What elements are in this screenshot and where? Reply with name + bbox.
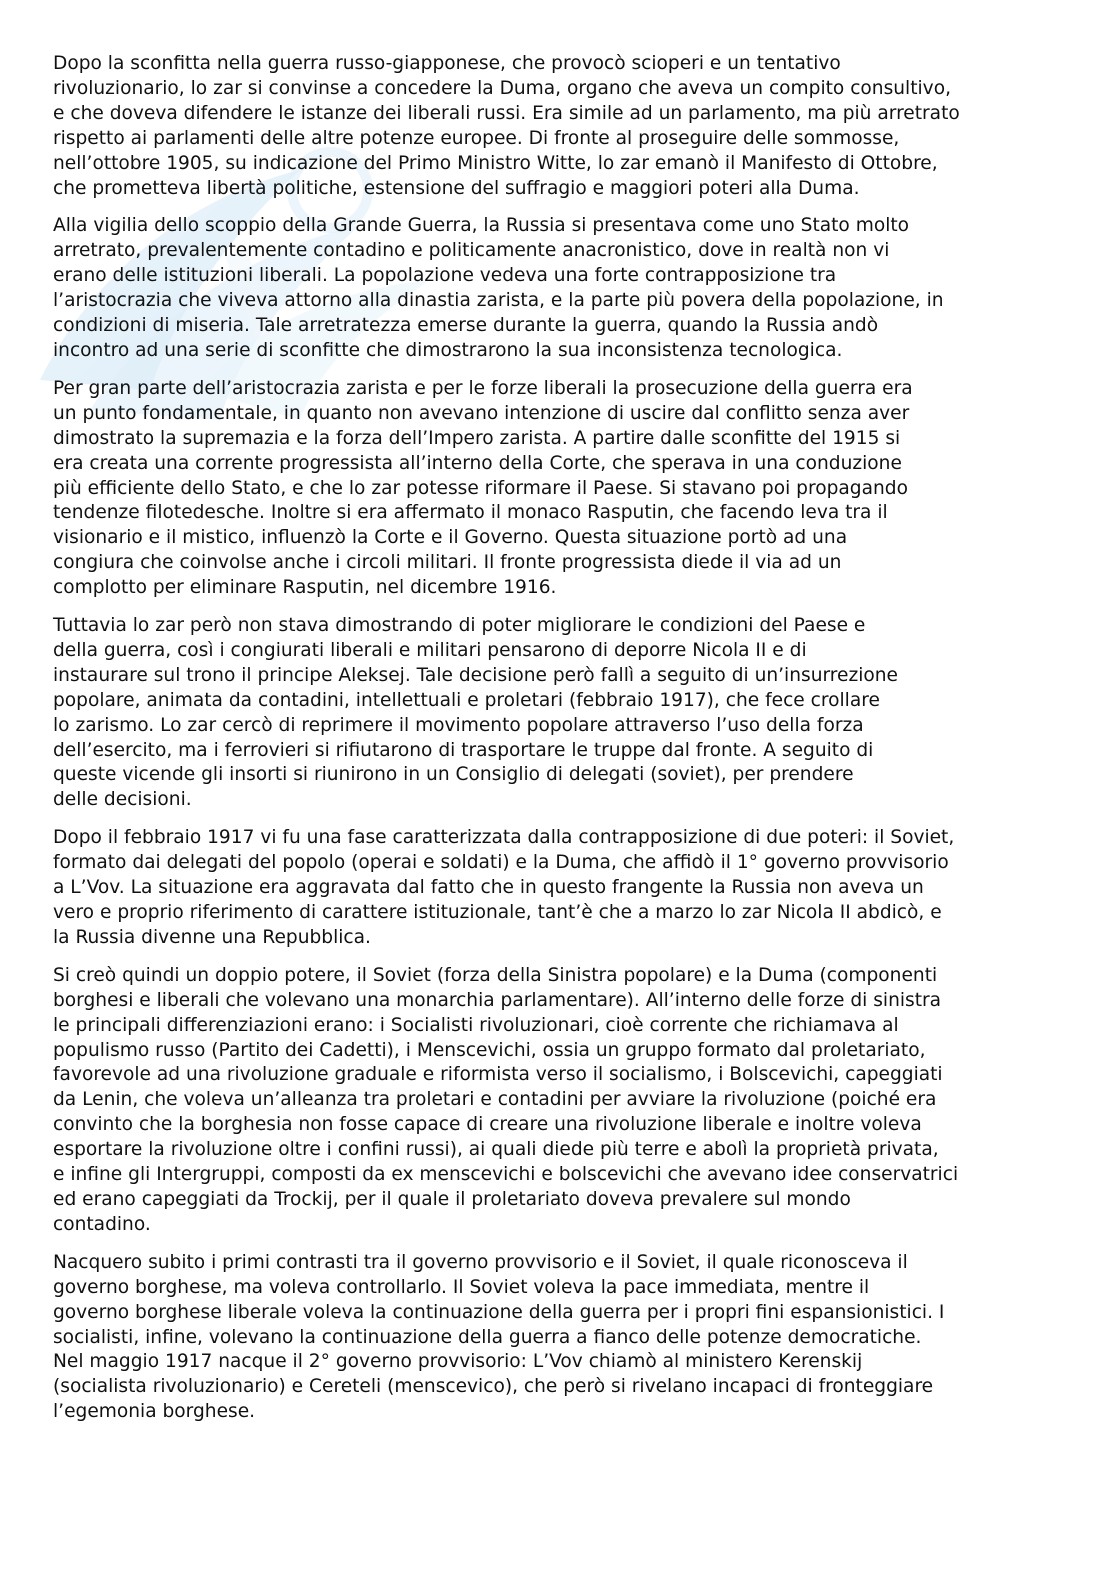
text-line: Dopo il febbraio 1917 vi fu una fase caratterizzata dalla contrapposizione di due poteri: il Soviet, [53,827,955,849]
text-line: Si creò quindi un doppio potere, il Soviet (forza della Sinistra popolare) e la Duma (componenti [53,964,938,986]
text-line: vero e proprio riferimento di carattere istituzionale, tant’è che a marzo lo zar Nicola II abdicò, e [53,902,942,923]
paragraph-7 [53,1251,1068,1425]
paragraph-1 [53,52,1068,201]
text-line: le principali differenziazioni erano: i Socialisti rivoluzionari, cioè corrente che richiamava al [53,1014,899,1036]
text-line: lo zarismo. Lo zar cercò di reprimere il movimento popolare attraverso l’uso della forza [53,714,864,736]
text-line: e che doveva difendere le istanze dei liberali russi. Era simile ad un parlamento, ma più arretrato [53,102,960,124]
text-line: condizioni di miseria. Tale arretratezza emerse durante la guerra, quando la Russia andò [53,315,879,337]
text-line: congiura che coinvolse anche i circoli militari. Il fronte progressista diede il via ad un [53,552,842,574]
text-line: ed erano capeggiati da Trockij, per il quale il proletariato doveva prevalere sul mondo [53,1188,851,1210]
text-line: formato dai delegati del popolo (operai e soldati) e la Duma, che affidò il 1° governo provvisorio [53,852,949,874]
text-line: che prometteva libertà politiche, estensione del suffragio e maggiori poteri alla Duma. [53,177,860,199]
paragraph-4 [53,614,1068,813]
text-line: era creata una corrente progressista all’interno della Corte, che sperava in una conduzione [53,452,902,474]
text-line: e infine gli Intergruppi, composti da ex menscevichi e bolscevichi che avevano idee conservatrici [53,1164,959,1186]
text-line: popolare, animata da contadini, intellettuali e proletari (febbraio 1917), che fece crollare [53,689,880,711]
text-line: governo borghese liberale voleva la continuazione della guerra per i propri fini espansionistici. I [53,1301,945,1323]
text-line: delle decisioni. [53,789,192,811]
text-line: queste vicende gli insorti si riunirono in un Consiglio di delegati (soviet), per prendere [53,764,854,786]
text-line: incontro ad una serie di sconfitte che dimostrarono la sua inconsistenza tecnologica. [53,339,843,361]
text-line: governo borghese, ma voleva controllarlo. Il Soviet voleva la pace immediata, mentre il [53,1276,870,1298]
text-line: complotto per eliminare Rasputin, nel dicembre 1916. [53,577,557,599]
text-line: visionario e il mistico, influenzò la Corte e il Governo. Questa situazione portò ad una [53,527,848,549]
text-line: esportare la rivoluzione oltre i confini russi), ai quali diede più terre e abolì la proprietà privata, [53,1139,939,1161]
text-line: dell’esercito, ma i ferrovieri si rifiutarono di trasportare le truppe dal fronte. A seguito di [53,739,874,761]
paragraph-2 [53,214,1068,363]
text-line: a L’Vov. La situazione era aggravata dal fatto che in questo frangente la Russia non aveva un [53,877,924,899]
text-line: contadino. [53,1213,151,1235]
text-line: l’aristocrazia che viveva attorno alla dinastia zarista, e la parte più povera della popolazione, in [53,290,944,312]
text-line: populismo russo (Partito dei Cadetti), i Menscevichi, ossia un gruppo formato dal proletariato, [53,1039,926,1061]
text-line: l’egemonia borghese. [53,1401,256,1423]
text-line: rivoluzionario, lo zar si convinse a concedere la Duma, organo che aveva un compito consultivo, [53,77,951,99]
text-line: erano delle istituzioni liberali. La popolazione vedeva una forte contrapposizione tra [53,265,837,287]
text-line: più efficiente dello Stato, e che lo zar potesse riformare il Paese. Si stavano poi propagando [53,477,908,499]
text-line: della guerra, così i congiurati liberali e militari pensarono di deporre Nicola II e di [53,639,807,661]
text-line: favorevole ad una rivoluzione graduale e riformista verso il socialismo, i Bolscevichi, capeggiati [53,1064,943,1086]
text-line: da Lenin, che voleva un’alleanza tra proletari e contadini per avviare la rivoluzione (poiché era [53,1089,937,1111]
text-line: borghesi e liberali che volevano una monarchia parlamentare). All’interno delle forze di sinistra [53,989,942,1011]
text-line: Alla vigilia dello scoppio della Grande Guerra, la Russia si presentava come uno Stato molto [53,215,910,237]
text-line: un punto fondamentale, in quanto non avevano intenzione di uscire dal conflitto senza aver [53,402,910,424]
text-line: Nacquero subito i primi contrasti tra il governo provvisorio e il Soviet, il quale riconosceva il [53,1251,908,1273]
text-line: rispetto ai parlamenti delle altre potenze europee. Di fronte al proseguire delle sommosse, [53,127,900,149]
text-line: convinto che la borghesia non fosse capace di creare una rivoluzione liberale e inoltre voleva [53,1114,922,1136]
document-body [53,52,1068,1438]
text-line: Nel maggio 1917 nacque il 2° governo provvisorio: L’Vov chiamò al ministero Kerenskij [53,1351,863,1373]
text-line: tendenze filotedesche. Inoltre si era affermato il monaco Rasputin, che facendo leva tra il [53,502,888,524]
text-line: Per gran parte dell’aristocrazia zarista e per le forze liberali la prosecuzione della guerra era [53,377,913,399]
text-line: (socialista rivoluzionario) e Cereteli (menscevico), che però si rivelano incapaci di fronteggiare [53,1376,934,1398]
text-line: socialisti, infine, volevano la continuazione della guerra a fianco delle potenze democratiche. [53,1326,922,1348]
text-line: nell’ottobre 1905, su indicazione del Primo Ministro Witte, lo zar emanò il Manifesto di Ottobre, [53,152,938,174]
text-line: la Russia divenne una Repubblica. [53,926,371,948]
text-line: instaurare sul trono il principe Aleksej. Tale decisione però fallì a seguito di un’insurrezione [53,664,898,686]
paragraph-5 [53,826,1068,951]
text-line: Tuttavia lo zar però non stava dimostrando di poter migliorare le condizioni del Paese e [53,615,866,637]
text-line: Dopo la sconfitta nella guerra russo-giapponese, che provocò scioperi e un tentativo [53,53,841,74]
paragraph-3 [53,377,1068,601]
text-line: dimostrato la supremazia e la forza dell’Impero zarista. A partire dalle sconfitte del 1915 si [53,427,901,449]
paragraph-6 [53,964,1068,1238]
text-line: arretrato, prevalentemente contadino e politicamente anacronistico, dove in realtà non vi [53,240,890,262]
